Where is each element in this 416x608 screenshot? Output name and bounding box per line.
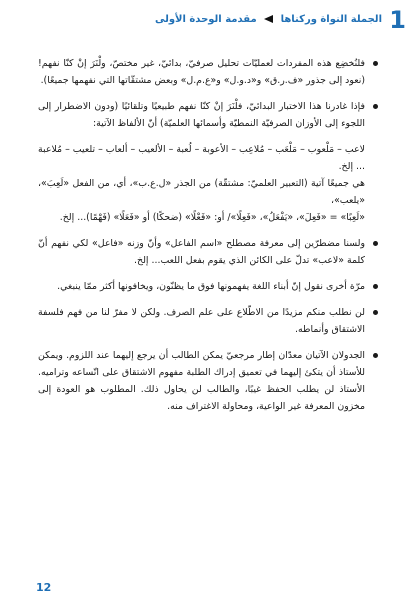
chapter-number: 1 bbox=[389, 6, 406, 34]
paragraph-text: ولسنا مضطرّين إلى معرفة مصطلح «اسم الفاعل» وأنّ وزنه «فاعل» لكي نفهم أنّ كلمة «لاعب» تدلّ على الكائن الذي يقوم بفعل اللعب... إلخ. bbox=[38, 238, 365, 266]
word-list-line: هي جميعًا آتية (التعبير العلميّ: مشتقّة) من الجذر «ل.ع.ب»، أي، من الفعل «لَعِبَ»، «يلعب»، bbox=[38, 178, 365, 206]
page-body bbox=[38, 55, 378, 424]
paragraph-1 bbox=[38, 55, 378, 89]
paragraph-3 bbox=[38, 235, 378, 269]
unit-title: مقدمة الوحدة الأولى bbox=[154, 14, 257, 25]
paragraph-text: الجدولان الآتيان معدّان إطار مرجعيّ يمكن الطالب أن يرجع إليهما عند اللزوم. ويمكن للأستاذ أن يتكئ إليهما في تعميق إدراك الطلبة مفهوم الاشتقاق على اتّساعه وتراميه. الأستاذ لن يطلب الحفظ غيبًا، والطالب لن يحاول ذلك. المطلوب هو العودة إلى مخزون المعرفة غير الواعية، ومحاولة الاغتراف منه. bbox=[38, 350, 365, 412]
paragraph-5 bbox=[38, 304, 378, 338]
bullet-icon bbox=[373, 104, 378, 109]
lesson-title: الجملة النواة وركناها bbox=[280, 14, 382, 25]
page-number: 12 bbox=[36, 581, 52, 594]
arrow-left-icon bbox=[264, 15, 273, 23]
bullet-icon bbox=[373, 310, 378, 315]
word-list bbox=[38, 141, 378, 226]
paragraph-4 bbox=[38, 278, 378, 295]
paragraph-text: مرّة أخرى نقول إنّ أبناء اللغة يفهمونها فوق ما يظنّون، ويخافونها أكثر ممّا ينبغي. bbox=[57, 281, 365, 292]
bullet-icon bbox=[373, 61, 378, 66]
header-title bbox=[155, 14, 382, 25]
paragraph-2 bbox=[38, 98, 378, 132]
word-list-line: لاعب – مَلْعوب – مَلْعَب – مُلاعِب – الأعوبة – لُعبة – الألعيب – ألعاب – تلعيب – مُلاعبة ... إلخ. bbox=[38, 144, 365, 172]
word-list-line: «لَعِبًا» = «فَعِلَ»، «يَفْعَلُ»، «فَعِلًا»/ أو: «فَعْلًا» (ضحكًا) أو «فَعَلًا» (فَهْمًا)... إلخ. bbox=[59, 212, 365, 223]
page-header bbox=[0, 6, 416, 34]
paragraph-text: لن نطلب منكم مزيدًا من الاطّلاع على علم الصرف. ولكن لا مفرّ لنا من فهم فلسفة الاشتقاق وأنماطه. bbox=[38, 307, 365, 335]
paragraph-text: فإذا غادرنا هذا الاختبار البدائيّ، فلْنَرَ إنْ كنّا نفهم طبيعيًا وتلقائيًا (ودون الاضطرار إلى اللجوء إلى الأوزان الصرفيّة النمطيّة وأسمائها العلميّة) أنّ الألفاظ الآتية: bbox=[38, 101, 365, 129]
bullet-icon bbox=[373, 353, 378, 358]
paragraph-6 bbox=[38, 347, 378, 415]
bullet-icon bbox=[373, 284, 378, 289]
bullet-icon bbox=[373, 241, 378, 246]
paragraph-text: فلنُخضِع هذه المفردات لعمليّات تحليل صرفيّ، بدائيّ، غير مختصّ، ولْنَرَ إنْ كنّا نفهم! (نعود إلى جذور «ف.ر.ق» و«د.و.ل» و«ع.م.ل» وبعض مشتقّاتها التي نفهمها جميعًا). bbox=[38, 58, 365, 86]
